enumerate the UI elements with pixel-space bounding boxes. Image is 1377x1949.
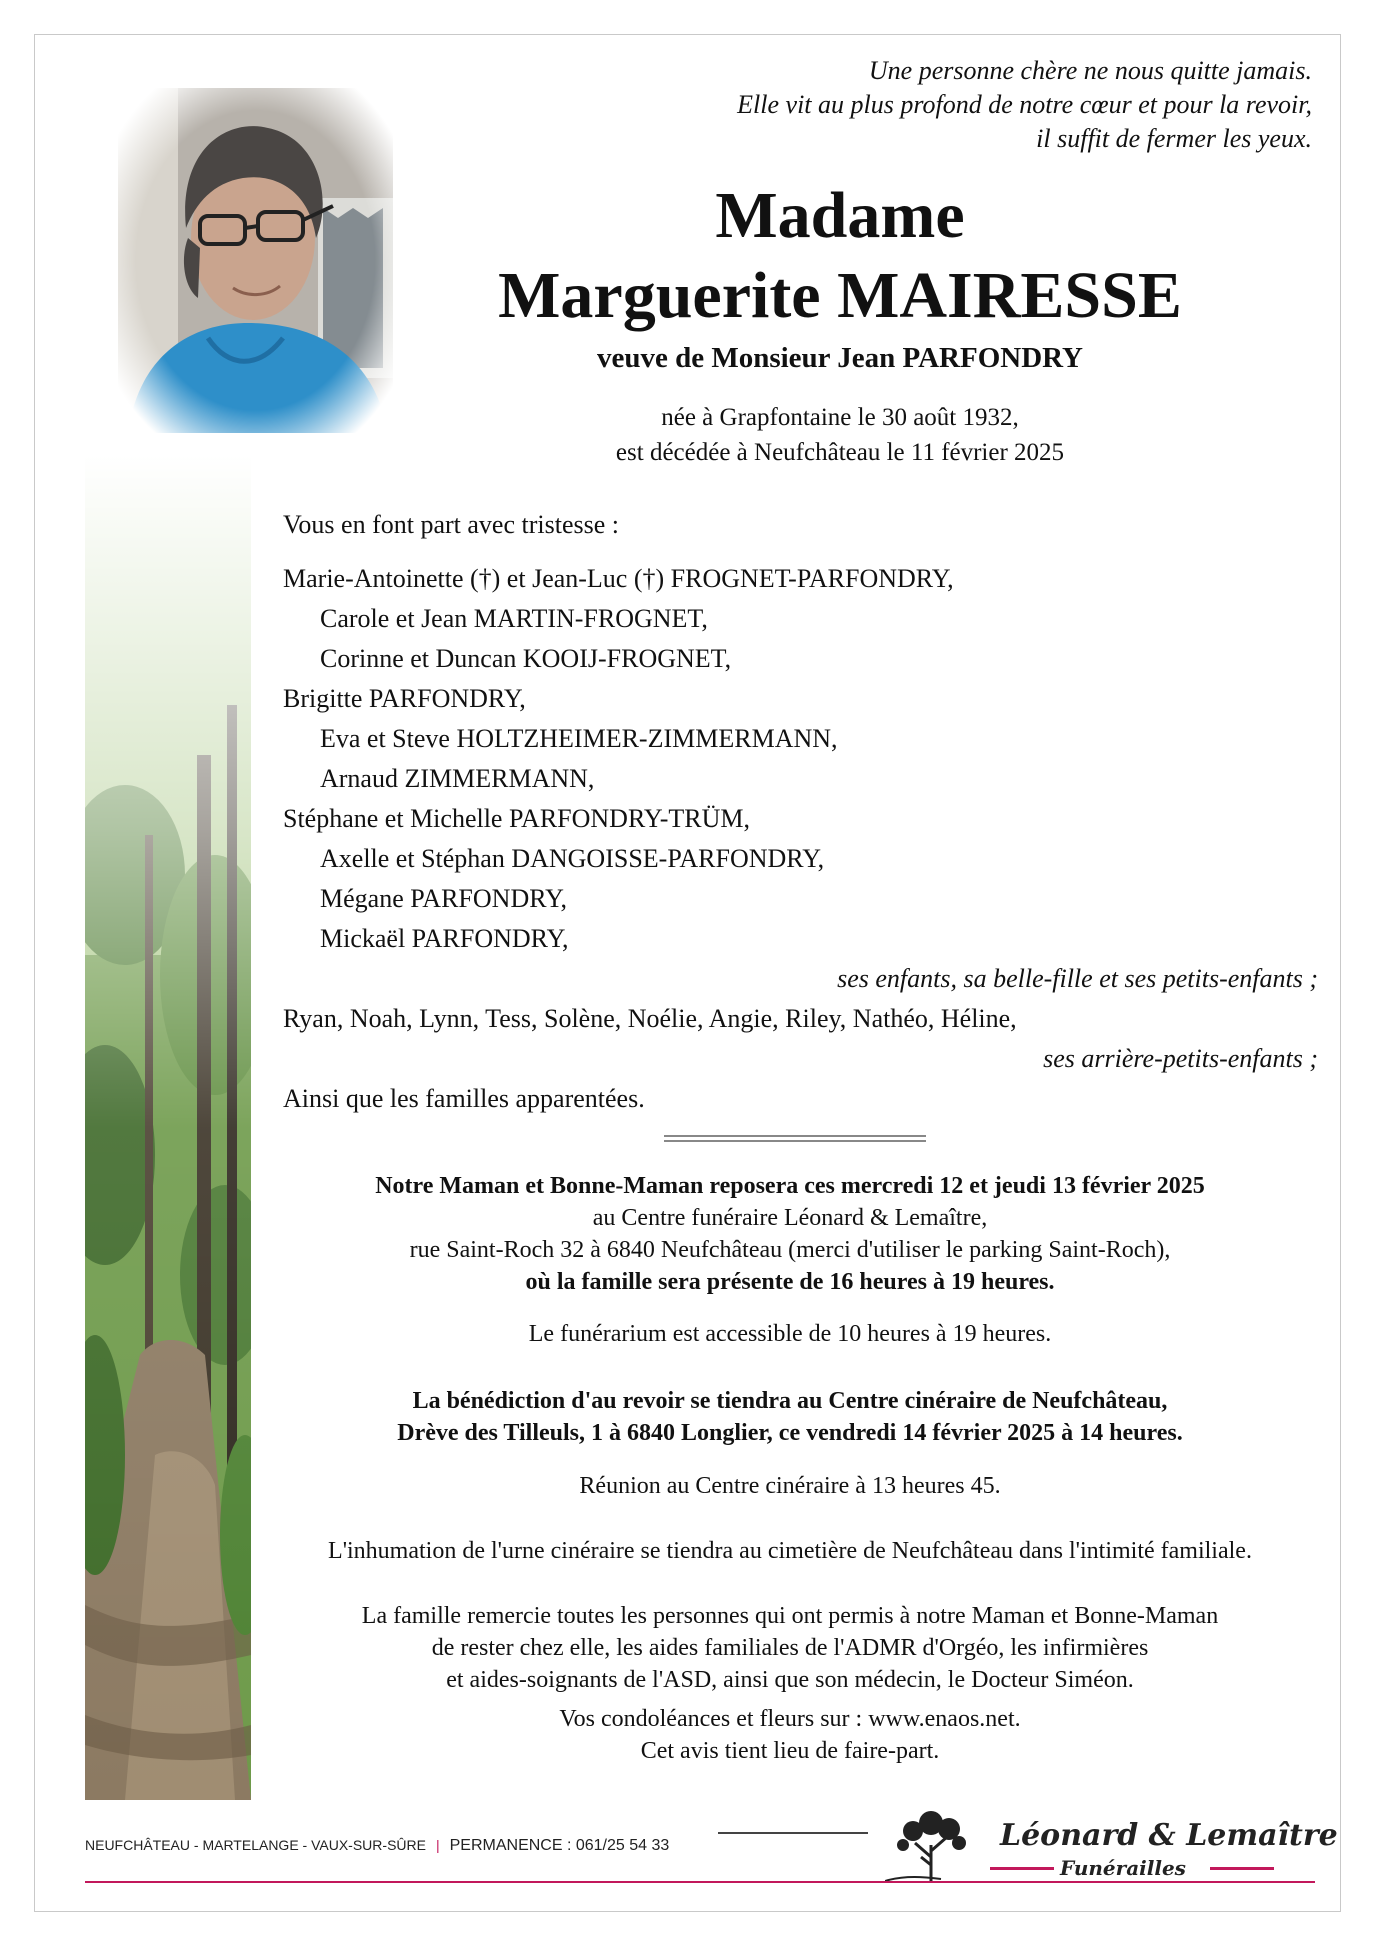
family-line: Mickaël PARFONDRY, [320, 924, 569, 953]
burial-line: L'inhumation de l'urne cinéraire se tiendra au cimetière de Neufchâteau dans l'intimité familiale. [328, 1538, 1252, 1564]
family-relation: ses enfants, sa belle-fille et ses petits-enfants ; [837, 964, 1318, 993]
family-line: Marie-Antoinette (†) et Jean-Luc (†) FROGNET-PARFONDRY, [283, 564, 954, 593]
blessing-info [260, 1385, 1320, 1449]
family-line: Ainsi que les familles apparentées. [283, 1084, 645, 1113]
death-line: est décédée à Neufchâteau le 11 février 2025 [615, 439, 1065, 466]
family-line: Corinne et Duncan KOOIJ-FROGNET, [320, 644, 732, 673]
tree-logo-icon [885, 1805, 981, 1883]
family-line: Eva et Steve HOLTZHEIMER-ZIMMERMANN, [320, 724, 838, 753]
family-intro: Vous en font part avec tristesse : [283, 510, 619, 539]
thanks-line: La famille remercie toutes les personnes qui ont permis à notre Maman et Bonne-Maman [361, 1603, 1219, 1629]
birth-death-dates [480, 400, 1200, 470]
footer-locations: NEUFCHÂTEAU - MARTELANGE - VAUX-SUR-SÛRE [85, 1837, 426, 1853]
deceased-honorific: Madame [715, 179, 965, 252]
logo-subline [1210, 1867, 1274, 1870]
quote-line: il suffit de fermer les yeux. [1036, 124, 1312, 153]
family-list [283, 505, 1318, 1119]
family-line: Ryan, Noah, Lynn, Tess, Solène, Noélie, Angie, Riley, Nathéo, Héline, [283, 1004, 1017, 1033]
logo-accent-line [718, 1832, 868, 1834]
burial-info [260, 1535, 1320, 1567]
footer-divider: | [435, 1837, 440, 1853]
quote-line: Elle vit au plus profond de notre cœur et pour la revoir, [737, 90, 1312, 119]
birth-line: née à Grapfontaine le 30 août 1932, [661, 404, 1019, 431]
funerarium-line: Le funérarium est accessible de 10 heures à 19 heures. [528, 1321, 1052, 1347]
forest-path-image [85, 455, 251, 1800]
visitation-info [260, 1170, 1320, 1298]
logo-company-name: Léonard & Lemaître [1000, 1818, 1338, 1853]
double-separator [664, 1135, 926, 1144]
family-line: Carole et Jean MARTIN-FROGNET, [320, 604, 708, 633]
family-relation: ses arrière-petits-enfants ; [1043, 1044, 1318, 1073]
thanks-line: de rester chez elle, les aides familiales de l'ADMR d'Orgéo, les infirmières [431, 1635, 1149, 1661]
condolences-line: Vos condoléances et fleurs sur : www.enaos.net. [559, 1706, 1021, 1732]
visitation-hours: où la famille sera présente de 16 heures à 19 heures. [525, 1269, 1055, 1295]
deceased-name: Marguerite MAIRESSE [498, 259, 1182, 332]
visitation-address: rue Saint-Roch 32 à 6840 Neufchâteau (merci d'utiliser le parking Saint-Roch), [409, 1237, 1171, 1263]
meeting-info [260, 1470, 1320, 1502]
visitation-place: au Centre funéraire Léonard & Lemaître, [592, 1205, 988, 1231]
family-line: Stéphane et Michelle PARFONDRY-TRÜM, [283, 804, 751, 833]
funerarium-hours [260, 1318, 1320, 1350]
widow-of: veuve de Monsieur Jean PARFONDRY [596, 342, 1084, 374]
family-line: Arnaud ZIMMERMANN, [320, 764, 595, 793]
quote-line: Une personne chère ne nous quitte jamais. [868, 56, 1312, 85]
footer-contact [85, 1837, 669, 1855]
footer-permanence: PERMANENCE : 061/25 54 33 [449, 1837, 670, 1854]
visitation-dates: Notre Maman et Bonne-Maman reposera ces mercredi 12 et jeudi 13 février 2025 [375, 1173, 1205, 1199]
logo-subline [990, 1867, 1054, 1870]
footer-line [85, 1881, 1315, 1883]
family-line: Axelle et Stéphan DANGOISSE-PARFONDRY, [320, 844, 825, 873]
meeting-line: Réunion au Centre cinéraire à 13 heures 45. [579, 1473, 1001, 1499]
memorial-quote [612, 54, 1312, 156]
blessing-line: Drève des Tilleuls, 1 à 6840 Longlier, ce vendredi 14 février 2025 à 14 heures. [397, 1420, 1183, 1446]
family-line: Brigitte PARFONDRY, [283, 684, 526, 713]
logo-tagline: Funérailles [1060, 1856, 1186, 1880]
thanks-line: et aides-soignants de l'ASD, ainsi que son médecin, le Docteur Siméon. [446, 1667, 1134, 1693]
condolences-info [260, 1703, 1320, 1767]
family-line: Mégane PARFONDRY, [320, 884, 568, 913]
portrait-photo [118, 88, 393, 433]
blessing-line: La bénédiction d'au revoir se tiendra au Centre cinéraire de Neufchâteau, [412, 1388, 1168, 1414]
thanks-info [260, 1600, 1320, 1696]
notice-line: Cet avis tient lieu de faire-part. [640, 1738, 940, 1764]
